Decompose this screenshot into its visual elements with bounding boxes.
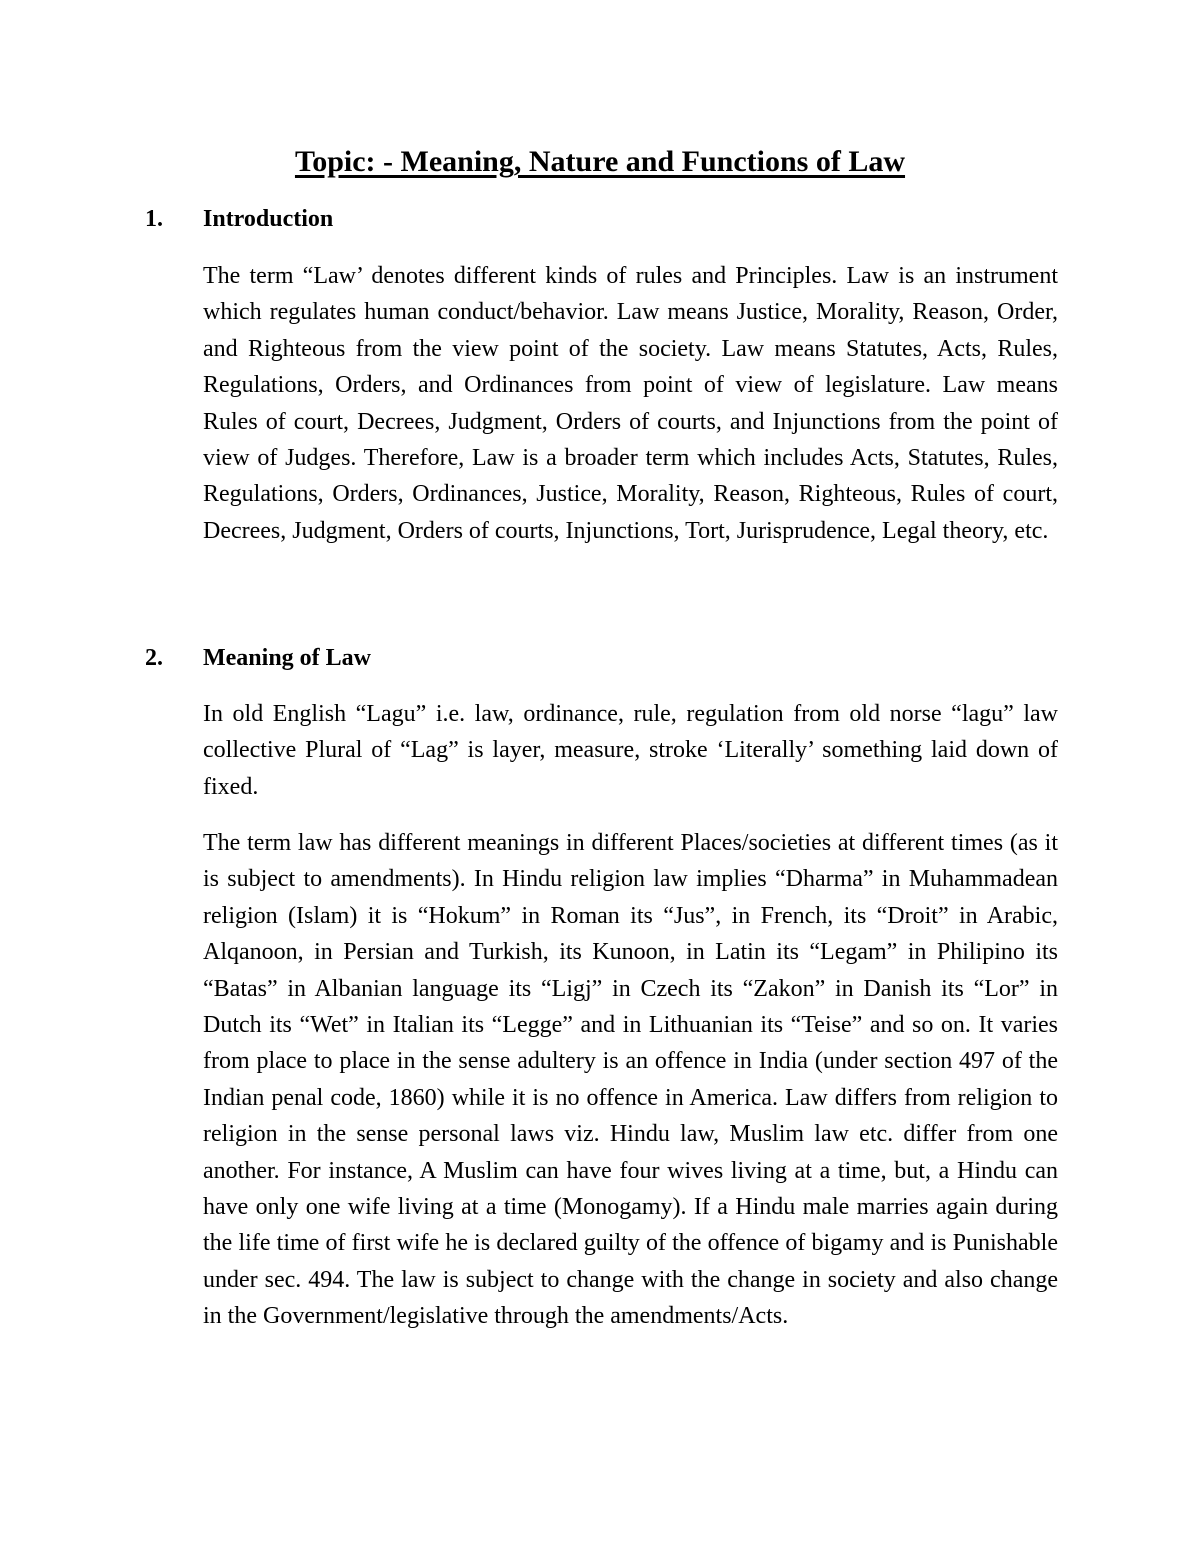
section-title: Introduction (203, 206, 334, 232)
page-title: Topic: - Meaning, Nature and Functions of Law (294, 145, 906, 178)
paragraph-meanings: The term law has different meanings in different Places/societies at different times (as it is subject to amendments). In Hindu religion law implies “Dharma” in Muhammadean religion (Islam) it is “Hokum” in Roman its “Jus”, in French, its “Droit” in Arabic, Alqanoon, in Persian and Turkish, its Kunoon, in Latin its “Legam” in Philipino its “Batas” in Albanian language its “Ligj” in Czech its “Zakon” in Danish its “Lor” in Dutch its “Wet” in Italian its “Legge” and in Lithuanian its “Teise” and so on. It varies from place to place in the sense adultery is an offence in India (under section 497 of the Indian penal code, 1860) while it is no offence in America. Law differs from religion to religion in the sense personal laws viz. Hindu law, Muslim law etc. differ from one another. For instance, A Muslim can have four wives living at a time, but, a Hindu can have only one wife living at a time (Monogamy). If a Hindu male marries again during the life time of first wife he is declared guilty of the offence of bigamy and is Punishable under sec. 494. The law is subject to change with the change in society and also change in the Government/legislative through the amendments/Acts. (203, 830, 1058, 1330)
section-heading-meaning-of-law (145, 640, 371, 676)
paragraph-introduction: The term “Law’ denotes different kinds of rules and Principles. Law is an instrument which regulates human conduct/behavior. Law means Justice, Morality, Reason, Order, and Righteous from the view point of the society. Law means Statutes, Acts, Rules, Regulations, Orders, and Ordinances from point of view of legislature. Law means Rules of court, Decrees, Judgment, Orders of courts, and Injunctions from the point of view of Judges. Therefore, Law is a broader term which includes Acts, Statutes, Rules, Regulations, Orders, Ordinances, Justice, Morality, Reason, Righteous, Rules of court, Decrees, Judgment, Orders of courts, Injunctions, Tort, Jurisprudence, Legal theory, etc. (203, 263, 1058, 544)
section-title: Meaning of Law (203, 645, 371, 671)
section-heading-introduction (145, 201, 333, 237)
section-number: 2. (145, 645, 163, 671)
section-number: 1. (145, 206, 163, 232)
paragraph-etymology: In old English “Lagu” i.e. law, ordinance, rule, regulation from old norse “lagu” law collective Plural of “Lag” is layer, measure, stroke ‘Literally’ something laid down of fixed. (203, 701, 1058, 800)
